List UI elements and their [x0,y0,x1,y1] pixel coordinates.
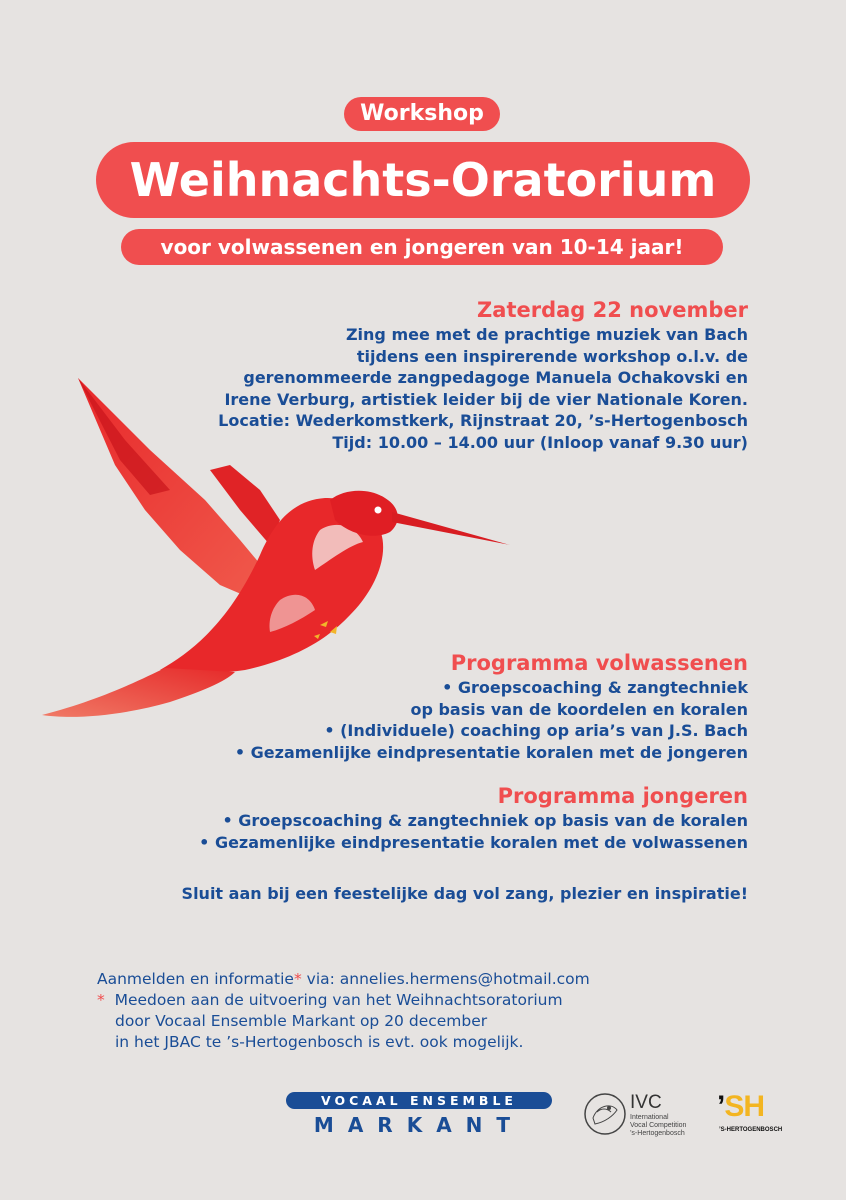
program-adults-heading: Programma volwassenen [450,651,748,675]
program-youth [199,783,748,853]
closing-statement: Sluit aan bij een feestelijke dag vol zang, plezier en inspiratie! [181,884,748,903]
event-line: Zing mee met de prachtige muziek van Bach [345,325,748,344]
page-subtitle: voor volwassenen en jongeren van 10-14 jaar! [121,229,723,265]
ivc-subtitle-line: Vocal Competition [630,1122,687,1129]
program-item: • (Individuele) coaching op aria’s van J.S. Bach [324,721,748,740]
event-line: gerenommeerde zangpedagoge Manuela Ochakovski en [243,368,748,387]
program-item: op basis van de koordelen en koralen [410,699,748,719]
page-title: Weihnachts-Oratorium [96,142,750,218]
ivc-emblem-icon [583,1092,627,1136]
sh-logo-city: ’S-HERTOGENBOSCH [719,1127,783,1133]
sh-logo-mark: ’SH [717,1090,765,1123]
markant-logo-word: MARKANT [313,1113,525,1137]
event-location: Locatie: Wederkomstkerk, Rijnstraat 20, ’s-Hertogenbosch [218,411,748,430]
footnote-text: Meedoen aan de uitvoering van het Weihnachtsoratorium [114,991,563,1009]
ivc-logo [583,1092,693,1142]
signup-line [97,969,590,990]
event-details [218,297,748,453]
footnote-line [97,990,590,1011]
event-line: tijdens een inspirerende workshop o.l.v. de [356,346,748,366]
markant-logo [286,1092,552,1137]
footnote-star: * [293,970,302,988]
footnote-star: * [97,991,105,1009]
ivc-subtitle [630,1114,686,1138]
footnote-line: in het JBAC te ’s-Hertogenbosch is evt. ook mogelijk. [115,1033,524,1051]
footer-info [97,969,590,1053]
program-item: • Groepscoaching & zangtechniek [442,678,748,697]
workshop-tag: Workshop [344,97,500,131]
ivc-abbr: IVC [630,1092,662,1113]
footnote-line: door Vocaal Ensemble Markant op 20 december [115,1012,488,1030]
program-item: • Groepscoaching & zangtechniek op basis van de koralen [222,811,748,830]
signup-label: Aanmelden en informatie [97,970,294,988]
event-line: Irene Verburg, artistiek leider bij de vier Nationale Koren. [224,389,748,409]
ivc-subtitle-line: International [630,1114,669,1121]
markant-logo-bar: VOCAAL ENSEMBLE [286,1092,552,1109]
event-date: Zaterdag 22 november [477,298,748,322]
signup-email: via: annelies.hermens@hotmail.com [301,970,590,988]
program-youth-heading: Programma jongeren [497,784,748,808]
program-adults [235,650,748,763]
event-time: Tijd: 10.00 – 14.00 uur (Inloop vanaf 9.30 uur) [332,432,748,452]
program-item: • Gezamenlijke eindpresentatie koralen met de volwassenen [199,832,748,852]
shertogenbosch-logo [713,1090,783,1140]
program-item: • Gezamenlijke eindpresentatie koralen met de jongeren [234,742,748,762]
ivc-subtitle-line: ’s-Hertogenbosch [630,1130,685,1137]
